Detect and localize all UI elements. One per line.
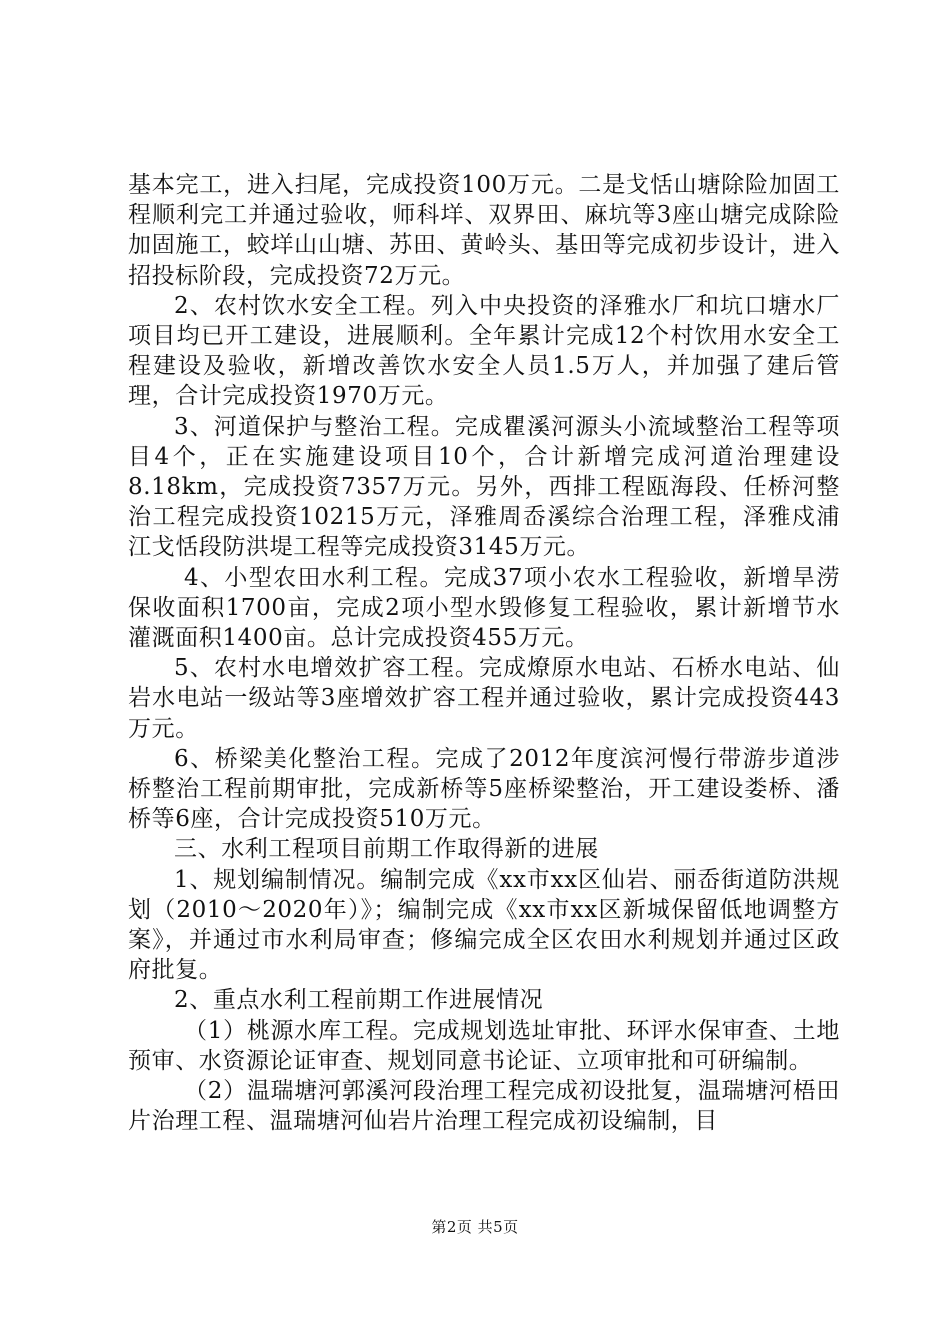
paragraph-taoyuan-reservoir: （1）桃源水库工程。完成规划选址审批、环评水保审查、土地预审、水资源论证审查、规划同意书论证、立项审批和可研编制。 bbox=[128, 1017, 840, 1074]
subheading-key-projects: 2、重点水利工程前期工作进展情况 bbox=[174, 987, 544, 1014]
section-heading-preliminary-work: 三、水利工程项目前期工作取得新的进展 bbox=[174, 836, 599, 863]
paragraph-rural-drinking-water: 2、农村饮水安全工程。列入中央投资的泽雅水厂和坑口塘水厂项目均已开工建设，进展顺利。全年累计完成12个村饮用水安全工程建设及验收，新增改善饮水安全人员1.5万人，并加强了建后管理，合计完成投资1970万元。 bbox=[128, 292, 840, 410]
document-body bbox=[128, 170, 840, 1137]
paragraph-river-protection: 3、河道保护与整治工程。完成瞿溪河源头小流域整治工程等项目4个，正在实施建设项目10个，合计新增完成河道治理建设8.18km，完成投资7357万元。另外，西排工程瓯海段、任桥河整治工程完成投资10215万元，泽雅周岙溪综合治理工程，泽雅戍浦江戈恬段防洪堤工程等完成投资3145万元。 bbox=[128, 413, 840, 561]
paragraph-wenrui-tanghe: （2）温瑞塘河郭溪河段治理工程完成初设批复，温瑞塘河梧田片治理工程、温瑞塘河仙岩片治理工程完成初设编制，目 bbox=[128, 1078, 840, 1135]
paragraph-rural-hydropower: 5、农村水电增效扩容工程。完成燎原水电站、石桥水电站、仙岩水电站一级站等3座增效扩容工程并通过验收，累计完成投资443万元。 bbox=[128, 655, 840, 742]
paragraph-continued: 基本完工，进入扫尾，完成投资100万元。二是戈恬山塘除险加固工程顺利完工并通过验收，师科垟、双界田、麻坑等3座山塘完成除险加固施工，蛟垟山山塘、苏田、黄岭头、基田等完成初步设计，进入招投标阶段，完成投资72万元。 bbox=[128, 172, 840, 289]
paragraph-planning-compilation: 1、规划编制情况。编制完成《xx市xx区仙岩、丽岙街道防洪规划（2010～2020年）》；编制完成《xx市xx区新城保留低地调整方案》，并通过市水利局审查；修编完成全区农田水利规划并通过区政府批复。 bbox=[128, 866, 840, 984]
paragraph-small-farmland-irrigation: 4、小型农田水利工程。完成37项小农水工程验收，新增旱涝保收面积1700亩，完成2项小型水毁修复工程验收，累计新增节水灌溉面积1400亩。总计完成投资455万元。 bbox=[128, 564, 840, 652]
page-number-footer: 第2页 共5页 bbox=[431, 1218, 519, 1236]
paragraph-bridge-beautification: 6、桥梁美化整治工程。完成了2012年度滨河慢行带游步道涉桥整治工程前期审批，完成新桥等5座桥梁整治，开工建设娄桥、潘桥等6座，合计完成投资510万元。 bbox=[128, 745, 840, 833]
